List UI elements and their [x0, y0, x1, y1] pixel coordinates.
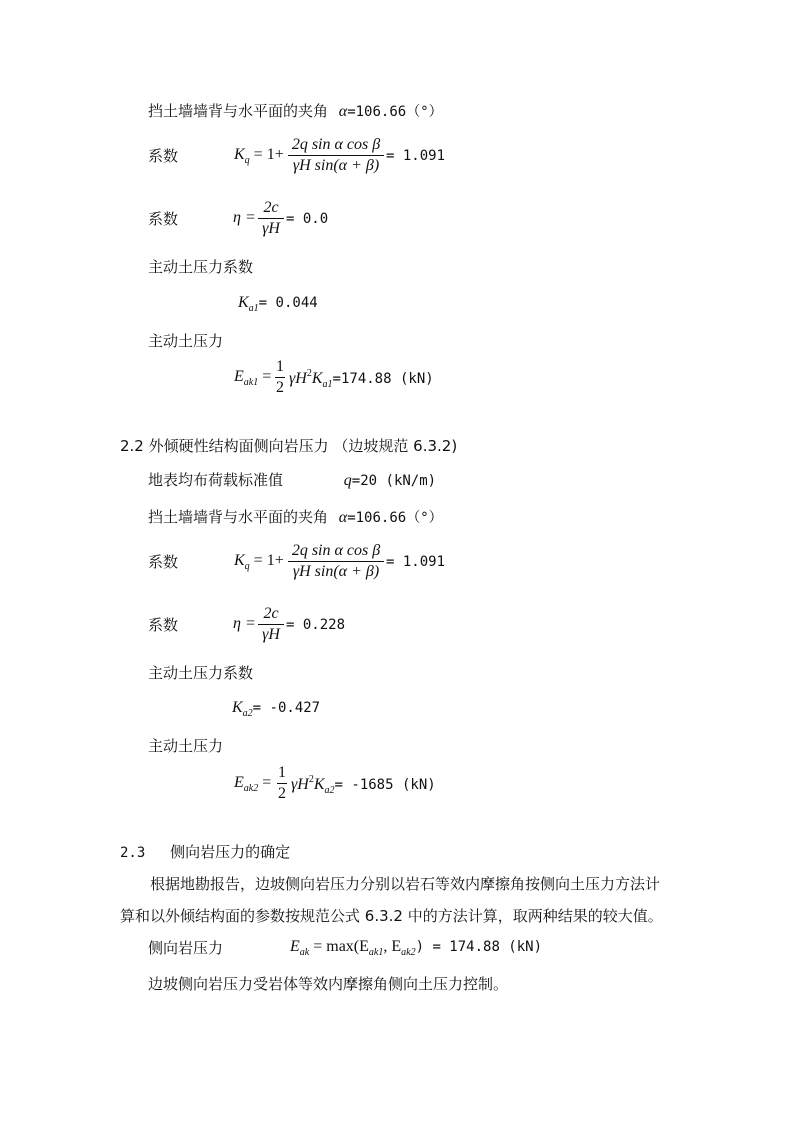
- ka-heading: 主动土压力系数: [148, 664, 254, 682]
- load-value: =20 (kN/m): [351, 473, 437, 489]
- kq-numerator: 2q sin α cos β: [291, 136, 381, 153]
- alpha-symbol: α: [338, 509, 348, 526]
- ea2-lhs: $E_{ak2}$ =: [234, 774, 272, 794]
- eta-value: = 0.228: [286, 617, 346, 633]
- paragraph-line-2: 算和以外倾结构面的参数按规范公式 6.3.2 中的方法计算，取两种结果的较大值。: [120, 907, 663, 925]
- load-line: [148, 470, 436, 491]
- coef-label: 系数: [148, 616, 179, 634]
- angle-value: =106.66（°）: [347, 510, 443, 526]
- eta-lhs: η =: [233, 209, 256, 226]
- eta-value: = 0.0: [286, 211, 329, 227]
- paragraph-line-1: 根据地勘报告，边坡侧向岩压力分别以岩石等效内摩擦角按侧向土压力方法计: [150, 875, 661, 893]
- section-2-2-heading: 2.2 外倾硬性结构面侧向岩压力 （边坡规范 6.3.2): [120, 437, 458, 455]
- conclusion-text: 边坡侧向岩压力受岩体等效内摩擦角侧向土压力控制。: [148, 975, 509, 993]
- angle-line-1: [148, 101, 443, 122]
- ea-heading: 主动土压力: [148, 737, 224, 755]
- half-fraction: 1 2: [276, 358, 284, 396]
- coef-label: 系数: [148, 147, 179, 165]
- angle-label: 挡土墙墙背与水平面的夹角: [148, 508, 329, 526]
- rock-pressure-formula: $E_{ak} = \max(E_{ak1}$, $E_{ak2}) = 174.88$ (kN): [290, 938, 543, 958]
- ea-heading: 主动土压力: [148, 332, 224, 350]
- kq-value: = 1.091: [386, 554, 446, 570]
- ea1-lhs: $E_{ak1}$ =: [234, 368, 272, 388]
- ka-heading: 主动土压力系数: [148, 258, 254, 276]
- kq-formula-lhs: $K_q = 1+$: [234, 146, 284, 166]
- kq-fraction: 2q sin α cos β γH sin(α + β): [288, 542, 384, 581]
- half-fraction: 1 2: [278, 764, 286, 802]
- rock-pressure-label: 侧向岩压力: [148, 939, 224, 957]
- kq-denominator: γH sin(α + β): [292, 157, 380, 174]
- kq-formula-lhs: $K_q = 1+$: [234, 552, 284, 572]
- angle-line-2: [148, 507, 443, 528]
- coef-label: 系数: [148, 553, 179, 571]
- section-title: 侧向岩压力的确定: [170, 843, 291, 861]
- section-number: 2.3: [120, 845, 146, 861]
- ea1-expr: $\gamma H^2K_{a1}=174.88$ (kN): [289, 368, 434, 390]
- ea2-expr: $\gamma H^2K_{a2}= -1685$ (kN): [291, 774, 436, 796]
- coef-label: 系数: [148, 210, 179, 228]
- angle-label: 挡土墙墙背与水平面的夹角: [148, 102, 329, 120]
- kq-fraction: [288, 136, 384, 175]
- angle-value: =106.66（°）: [347, 104, 443, 120]
- section-2-3-heading: [120, 842, 290, 863]
- eta-fraction: 2c γH: [258, 605, 284, 644]
- kq-value: = 1.091: [386, 148, 446, 164]
- q-symbol: q: [343, 472, 352, 489]
- load-label: 地表均布荷载标准值: [148, 471, 284, 489]
- ka2-formula: $K_{a2}= -0.427$: [232, 699, 321, 719]
- alpha-symbol: α: [338, 103, 348, 120]
- eta-fraction: 2c γH: [258, 199, 284, 238]
- ka1-formula: $K_{a1}= 0.044$: [238, 294, 318, 314]
- eta-lhs: η =: [233, 615, 256, 632]
